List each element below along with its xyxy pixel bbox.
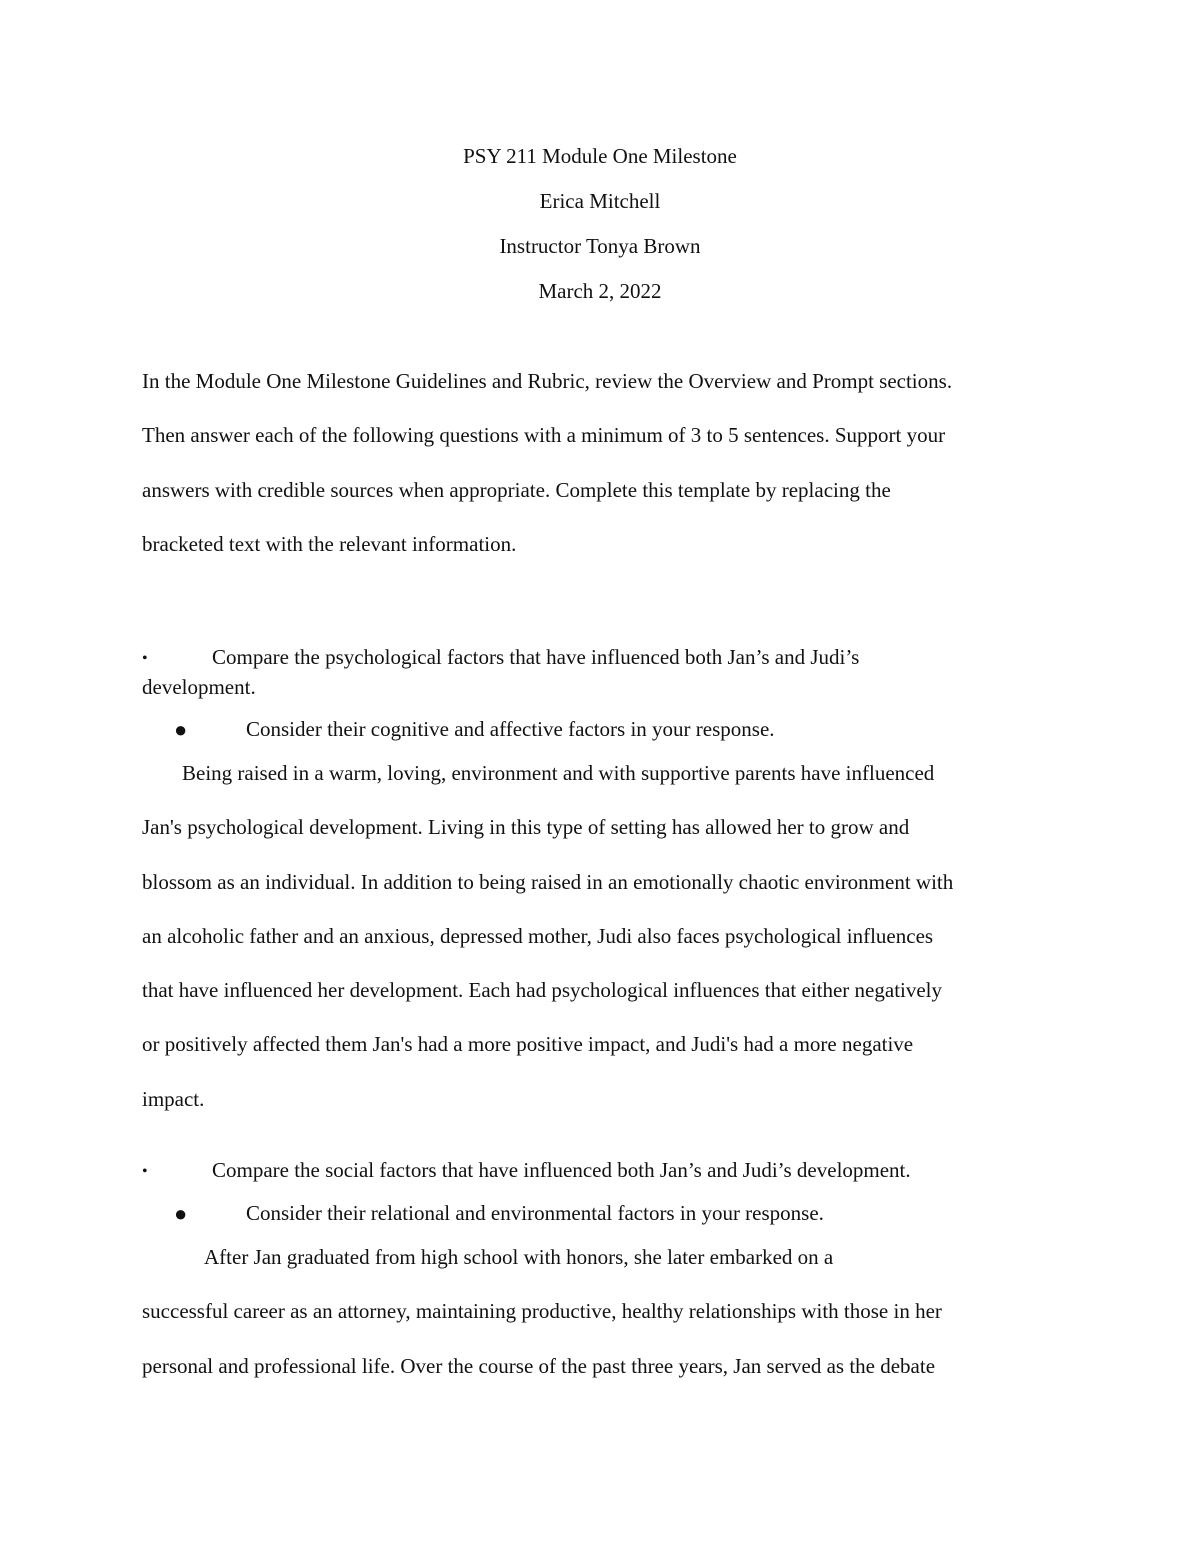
answer-line: blossom as an individual. In addition to being raised in an emotionally chaotic environment with [142,869,954,894]
bullet-icon: • [142,650,148,667]
question-2-prompt-text: Compare the social factors that have influenced both Jan’s and Judi’s development. [212,1158,911,1182]
question-1-subprompt-text: Consider their cognitive and affective factors in your response. [246,717,775,741]
answer-line: that have influenced her development. Each had psychological influences that either negatively [142,978,943,1003]
title-block [0,138,1200,318]
course-title: PSY 211 Module One Milestone [463,144,737,168]
intro-line: In the Module One Milestone Guidelines and Rubric, review the Overview and Prompt sections. [142,369,953,393]
sub-bullet-icon: ● [174,1201,188,1226]
question-1-prompt-text-cont: development. [142,675,256,699]
question-2-prompt [142,1156,1062,1186]
answer-line: Jan's psychological development. Living in this type of setting has allowed her to grow and [142,815,910,840]
answer-line: impact. [142,1086,205,1111]
question-2-subprompt [142,1199,1062,1228]
question-2-section [142,1156,1062,1393]
question-1-subprompt [142,715,1062,744]
question-2-answer [142,1230,1062,1393]
answer-line: Being raised in a warm, loving, environment and with supportive parents have influenced [182,761,935,785]
answer-line: personal and professional life. Over the course of the past three years, Jan served as the debate [142,1353,936,1378]
question-1-prompt-text: Compare the psychological factors that have influenced both Jan’s and Judi’s [212,645,860,669]
submission-date: March 2, 2022 [538,279,662,303]
answer-line: After Jan graduated from high school with honors, she later embarked on a [204,1245,834,1269]
sub-bullet-icon: ● [174,717,188,742]
answer-line: an alcoholic father and an anxious, depressed mother, Judi also faces psychological influences [142,923,934,948]
student-name: Erica Mitchell [539,189,661,213]
bullet-icon: • [142,1163,148,1180]
intro-line: bracketed text with the relevant information. [142,531,517,556]
instructor-name: Instructor Tonya Brown [499,234,701,258]
answer-line: or positively affected them Jan's had a more positive impact, and Judi's had a more negative [142,1032,914,1057]
question-2-subprompt-text: Consider their relational and environmental factors in your response. [246,1201,824,1225]
question-1-answer [142,746,1062,1126]
intro-paragraph [142,354,1062,571]
question-1-prompt [142,643,1062,702]
intro-line: answers with credible sources when appropriate. Complete this template by replacing the [142,477,891,502]
question-1-section [142,643,1062,1126]
intro-line: Then answer each of the following questions with a minimum of 3 to 5 sentences. Support your [142,423,946,448]
answer-line: successful career as an attorney, maintaining productive, healthy relationships with those in her [142,1299,942,1324]
